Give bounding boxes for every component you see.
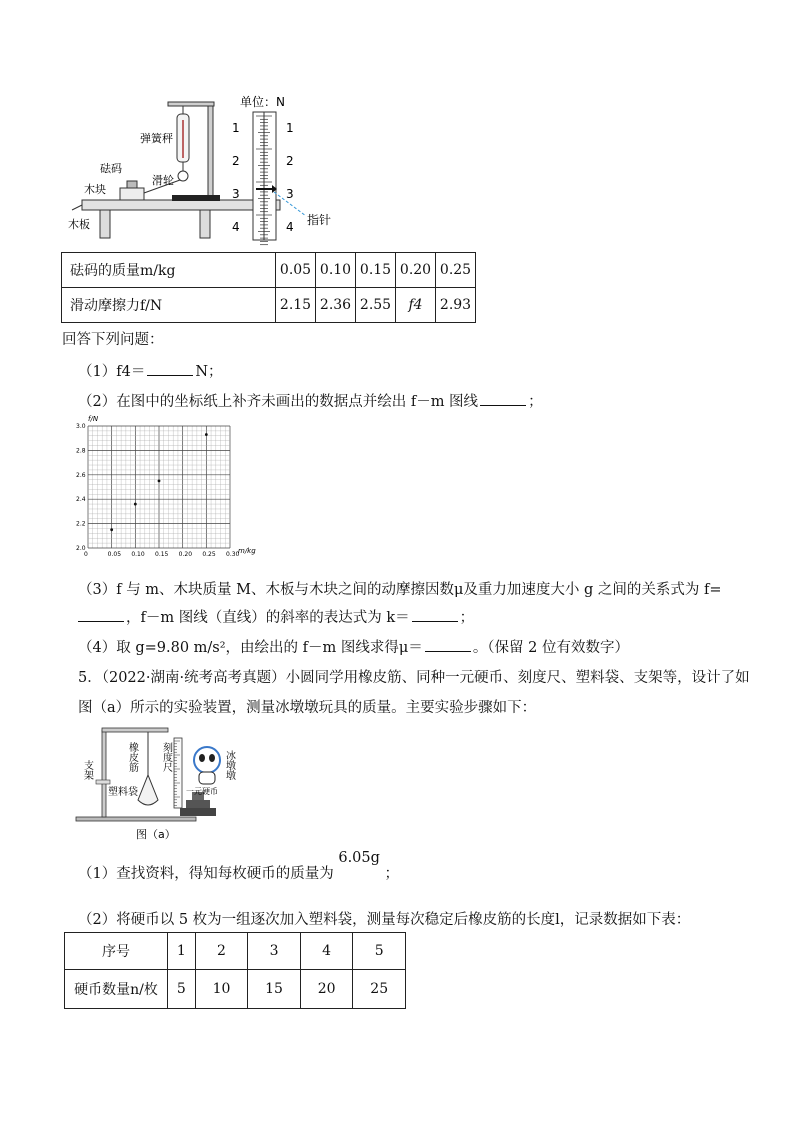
coin-mass-value: 6.05g xyxy=(338,850,380,866)
y-tick-label: 2.4 xyxy=(76,496,86,504)
table-cell: 5 xyxy=(353,933,406,970)
label-toy: 冰墩墩 xyxy=(223,750,235,780)
data-point xyxy=(158,480,161,483)
table-cell: 15 xyxy=(248,970,301,1009)
figure-caption: 图（a） xyxy=(136,828,176,841)
scale-right-4: 4 xyxy=(286,220,294,234)
unit-label: 单位：N xyxy=(240,95,285,109)
table-cell: 2.15 xyxy=(276,288,316,323)
label-coin: 一元硬币 xyxy=(186,787,218,796)
label-weight: 砝码 xyxy=(100,162,122,175)
problem-5-question-1 xyxy=(78,850,400,883)
table-row xyxy=(65,933,406,970)
table-cell: 0.15 xyxy=(356,253,396,288)
table-cell-label: 滑动摩擦力f/N xyxy=(62,288,276,323)
table-row xyxy=(62,288,476,323)
data-point xyxy=(205,433,208,436)
table-cell: f4 xyxy=(396,288,436,323)
x-tick-label: 0.25 xyxy=(202,551,216,558)
table-cell: 0.20 xyxy=(396,253,436,288)
table-cell: 3 xyxy=(248,933,301,970)
scale-right-1: 1 xyxy=(286,121,294,135)
rubber-band-figure xyxy=(66,720,246,842)
scale-left-2: 2 xyxy=(232,154,240,168)
data-point xyxy=(110,528,113,531)
problem-5-question-2: （2）将硬币以 5 枚为一组逐次加入塑料袋，测量每次稳定后橡皮筋的长度l，记录数据如下表： xyxy=(78,912,691,928)
table-cell: 4 xyxy=(300,933,353,970)
table-cell: 1 xyxy=(168,933,196,970)
y-tick-label: 2.8 xyxy=(76,447,86,455)
question-3-line-1: （3）f 与 m、木块质量 M、木板与木块之间的动摩擦因数μ及重力加速度大小 g 之间的关系式为 f= xyxy=(78,582,722,598)
table-cell: 2.55 xyxy=(356,288,396,323)
table-cell: 2 xyxy=(195,933,248,970)
data-point xyxy=(134,503,137,506)
y-axis-label: f/N xyxy=(88,415,99,423)
label-pulley: 滑轮 xyxy=(152,174,174,187)
scale-right-3: 3 xyxy=(286,187,294,201)
question-3-text-a: ，f－m 图线（直线）的斜率的表达式为 k＝ xyxy=(126,610,410,626)
table-cell-label: 序号 xyxy=(65,933,168,970)
label-spring-scale: 弹簧秤 xyxy=(140,132,173,145)
table-cell: 10 xyxy=(195,970,248,1009)
y-tick-label: 2.0 xyxy=(76,545,86,552)
answer-blank xyxy=(425,639,471,652)
question-1-prefix: （1）f4＝ xyxy=(78,364,146,380)
scale-left-3: 3 xyxy=(232,187,240,201)
label-ruler: 刻度尺 xyxy=(160,742,172,772)
x-tick-label: 0.05 xyxy=(107,551,122,558)
answer-blank xyxy=(480,393,526,406)
table-cell: 2.93 xyxy=(436,288,476,323)
answer-intro: 回答下列问题： xyxy=(62,332,164,348)
p5-q1-suffix: ； xyxy=(384,866,400,882)
label-stand: 支架 xyxy=(81,760,93,780)
x-tick-label: 0 xyxy=(84,551,88,558)
apparatus-figure xyxy=(60,92,360,247)
question-4-suffix: 。（保留 2 位有效数字） xyxy=(472,640,630,656)
label-board: 木板 xyxy=(68,218,90,231)
x-tick-label: 0.30 xyxy=(226,551,240,558)
x-tick-label: 0.10 xyxy=(131,551,145,558)
question-2 xyxy=(78,390,543,411)
table-cell: 0.10 xyxy=(316,253,356,288)
x-tick-label: 0.15 xyxy=(155,551,169,558)
friction-table xyxy=(61,252,476,323)
toy-icon xyxy=(194,747,220,773)
question-3-line-2 xyxy=(76,606,474,627)
label-rubber-band: 橡皮筋 xyxy=(126,742,138,772)
x-axis-label: m/kg xyxy=(238,547,256,555)
problem-5-line-2: 图（a）所示的实验装置，测量冰墩墩玩具的质量。主要实验步骤如下： xyxy=(78,700,537,716)
question-4-prefix: （4）取 g=9.80 m/s²，由绘出的 f－m 图线求得μ＝ xyxy=(78,640,423,656)
question-3-text-b: ； xyxy=(459,610,475,626)
answer-blank xyxy=(412,609,458,622)
y-tick-label: 3.0 xyxy=(76,423,86,430)
scale-right-2: 2 xyxy=(286,154,294,168)
label-bag: 塑料袋 xyxy=(108,787,138,798)
question-2-text: （2）在图中的坐标纸上补齐未画出的数据点并绘出 f－m 图线 xyxy=(78,394,479,410)
table-row xyxy=(65,970,406,1009)
table-cell: 5 xyxy=(168,970,196,1009)
answer-blank xyxy=(78,609,124,622)
x-tick-label: 0.20 xyxy=(178,551,193,558)
table-row xyxy=(62,253,476,288)
table-cell-label: 硬币数量n/枚 xyxy=(65,970,168,1009)
question-2-suffix: ； xyxy=(528,394,543,410)
table-cell: 0.05 xyxy=(276,253,316,288)
y-tick-label: 2.6 xyxy=(76,471,86,479)
table-cell: 20 xyxy=(300,970,353,1009)
y-tick-label: 2.2 xyxy=(76,520,86,528)
scale-left-4: 4 xyxy=(232,220,240,234)
label-block: 木块 xyxy=(84,183,106,196)
problem-5-line-1: 5．（2022·湖南·统考高考真题）小圆同学用橡皮筋、同种一元硬币、刻度尺、塑料袋、支架等，设计了如 xyxy=(78,670,750,686)
question-1-suffix: N； xyxy=(195,364,223,380)
question-1 xyxy=(78,360,223,381)
table-cell: 0.25 xyxy=(436,253,476,288)
table-cell-label: 砝码的质量m/kg xyxy=(62,253,276,288)
scale-left-1: 1 xyxy=(232,121,240,135)
f-m-graph xyxy=(60,412,270,562)
coin-table xyxy=(64,932,406,1009)
table-cell: 25 xyxy=(353,970,406,1009)
table-cell: 2.36 xyxy=(316,288,356,323)
p5-q1-prefix: （1）查找资料，得知每枚硬币的质量为 xyxy=(78,866,334,882)
answer-blank xyxy=(147,363,193,376)
question-4 xyxy=(78,636,629,657)
label-pointer: 指针 xyxy=(307,213,332,227)
